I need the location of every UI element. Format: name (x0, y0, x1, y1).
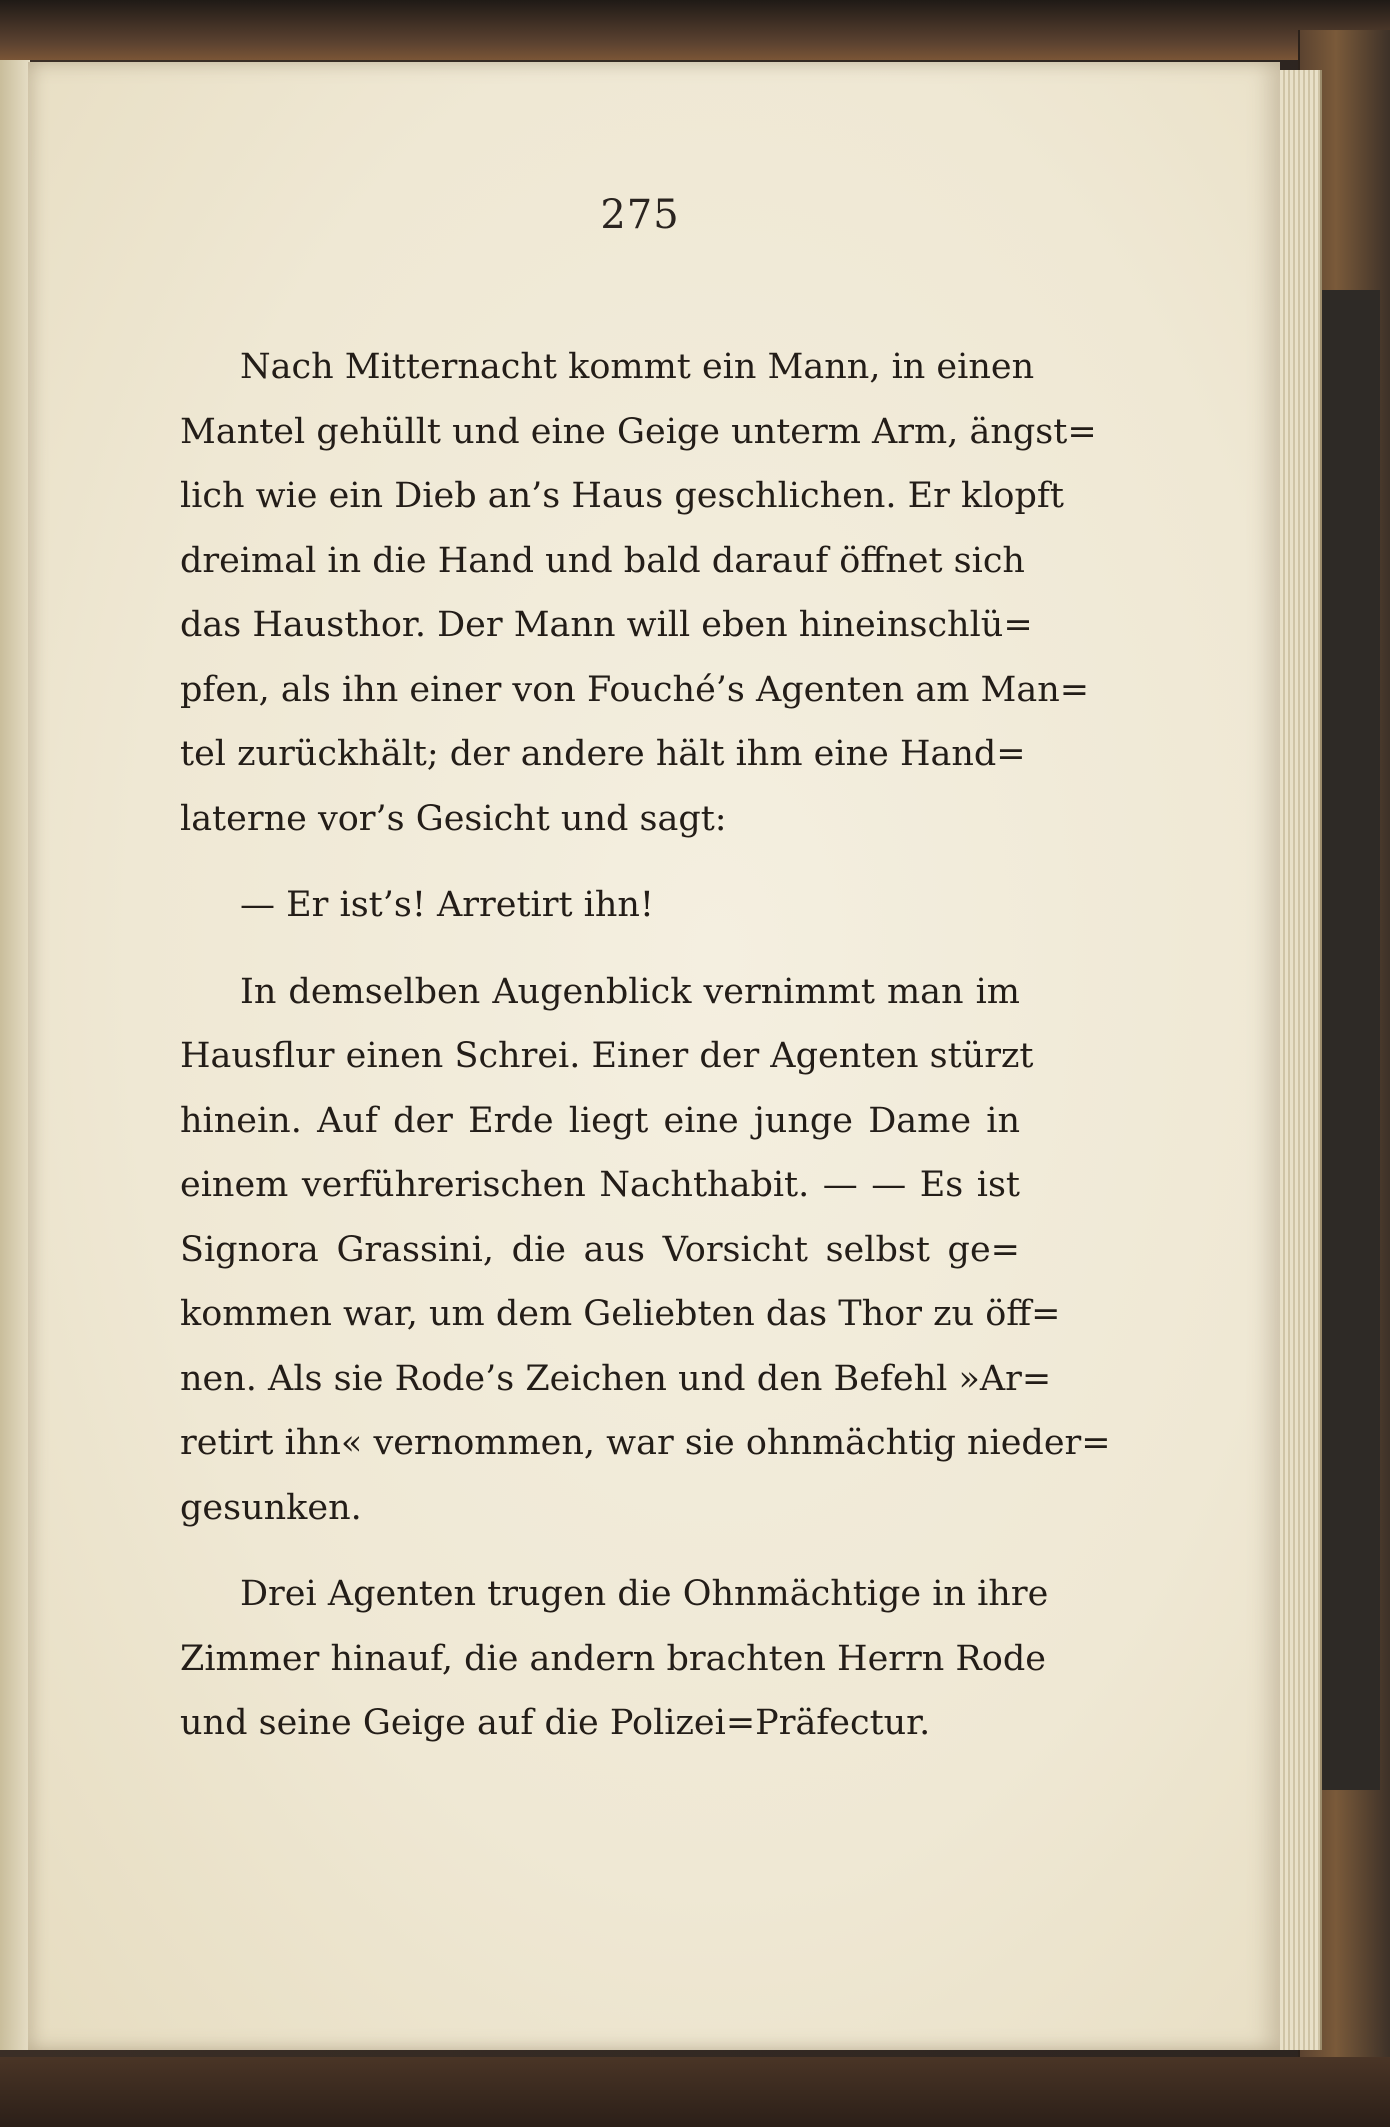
text-line: pfen, als ihn einer von Fouché’s Agenten am Man= (180, 669, 1090, 710)
text-line: — Er ist’s! Arretirt ihn! (240, 885, 655, 925)
text-line: das Hausthor. Der Mann will eben hineinschlü= (180, 605, 1033, 645)
text-line: Nach Mitternacht kommt ein Mann, in einen (240, 347, 1035, 387)
text-line: retirt ihn« vernommen, war sie ohnmächtig nieder= (180, 1423, 1111, 1463)
text-line: laterne vor’s Gesicht und sagt: (180, 798, 727, 839)
text-line: Zimmer hinauf, die andern brachten Herrn Rode (180, 1638, 1046, 1679)
paragraph-gap (180, 1540, 1020, 1562)
text-line: Signora Grassini, die aus Vorsicht selbst ge= (180, 1229, 1020, 1270)
paragraph-gap (180, 851, 1020, 873)
text-line: dreimal in die Hand und bald darauf öffnet sich (180, 540, 1025, 581)
paragraph-4 (180, 1562, 1049, 1756)
text-line: nen. Als sie Rode’s Zeichen und den Befehl »Ar= (180, 1358, 1052, 1399)
paragraph-1 (180, 335, 1097, 851)
text-line: tel zurückhält; der andere hält ihm eine Hand= (180, 734, 1026, 774)
text-line: gesunken. (180, 1487, 362, 1528)
text-line: Drei Agenten trugen die Ohnmächtige in ihre (240, 1574, 1049, 1614)
text-line: kommen war, um dem Geliebten das Thor zu öff= (180, 1294, 1061, 1334)
book-cover-top (0, 0, 1390, 60)
text-line: einem verführerischen Nachthabit. — — Es ist (180, 1165, 1020, 1205)
page-number: 275 (600, 192, 680, 238)
text-line: hinein. Auf der Erde liegt eine junge Dame in (180, 1100, 1020, 1141)
text-line: lich wie ein Dieb an’s Haus geschlichen. Er klopft (180, 476, 1064, 516)
paragraph-2 (180, 873, 1020, 938)
page-gutter (0, 60, 30, 2050)
text-line: Mantel gehüllt und eine Geige unterm Arm, ängst= (180, 411, 1097, 452)
page-text (180, 335, 1111, 1756)
book-cover-bottom (0, 2057, 1390, 2127)
text-line: und seine Geige auf die Polizei=Präfectur. (180, 1703, 931, 1743)
paragraph-3 (180, 960, 1111, 1541)
text-line: In demselben Augenblick vernimmt man im (240, 971, 1020, 1012)
text-line: Hausflur einen Schrei. Einer der Agenten stürzt (180, 1036, 1034, 1076)
paragraph-gap (180, 938, 1020, 960)
